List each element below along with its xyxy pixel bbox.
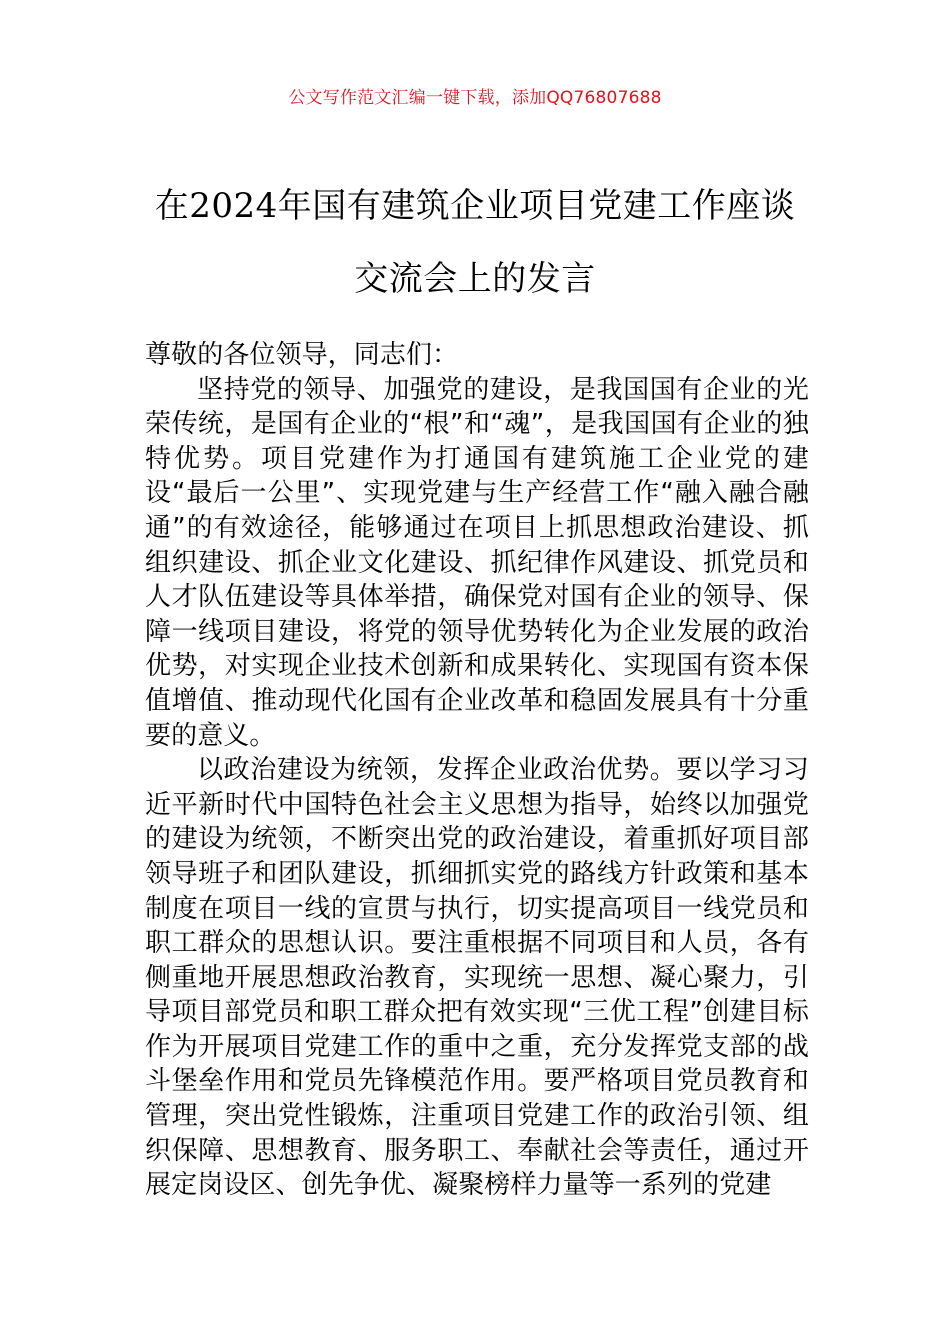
title-line-2: 交流会上的发言: [354, 259, 596, 299]
salutation: 尊敬的各位领导，同志们：: [145, 340, 459, 370]
document-title: [130, 170, 820, 316]
download-banner: 公文写作范文汇编一键下载，添加QQ76807688: [288, 88, 662, 108]
body-paragraph-2: 以政治建设为统领，发挥企业政治优势。要以学习习近平新时代中国特色社会主义思想为指导，始终以加强党的建设为统领，不断突出党的政治建设，着重抓好项目部领导班子和团队建设，抓细抓实党的路线方针政策和基本制度在项目一线的宣贯与执行，切实提高项目一线党员和职工群众的思想认识。要注重根据不同项目和人员，各有侧重地开展思想政治教育，实现统一思想、凝心聚力，引导项目部党员和职工群众把有效实现“三优工程”创建目标作为开展项目党建工作的重中之重，充分发挥党支部的战斗堡垒作用和党员先锋模范作用。要严格项目党员教育和管理，突出党性锻炼，注重项目党建工作的政治引领、组织保障、思想教育、服务职工、奉献社会等责任，通过开展定岗设区、创先争优、凝聚榜样力量等一系列的党建: [145, 755, 809, 1201]
document-body: [145, 338, 809, 1203]
body-paragraph-1: 坚持党的领导、加强党的建设，是我国国有企业的光荣传统，是国有企业的“根”和“魂”，是我国国有企业的独特优势。项目党建作为打通国有建筑施工企业党的建设“最后一公里”、实现党建与生产经营工作“融入融合融通”的有效途径，能够通过在项目上抓思想政治建设、抓组织建设、抓企业文化建设、抓纪律作风建设、抓党员和人才队伍建设等具体举措，确保党对国有企业的领导、保障一线项目建设，将党的领导优势转化为企业发展的政治优势，对实现企业技术创新和成果转化、实现国有资本保值增值、推动现代化国有企业改革和稳固发展具有十分重要的意义。: [145, 374, 809, 751]
title-line-1: 在2024年国有建筑企业项目党建工作座谈: [154, 186, 796, 226]
